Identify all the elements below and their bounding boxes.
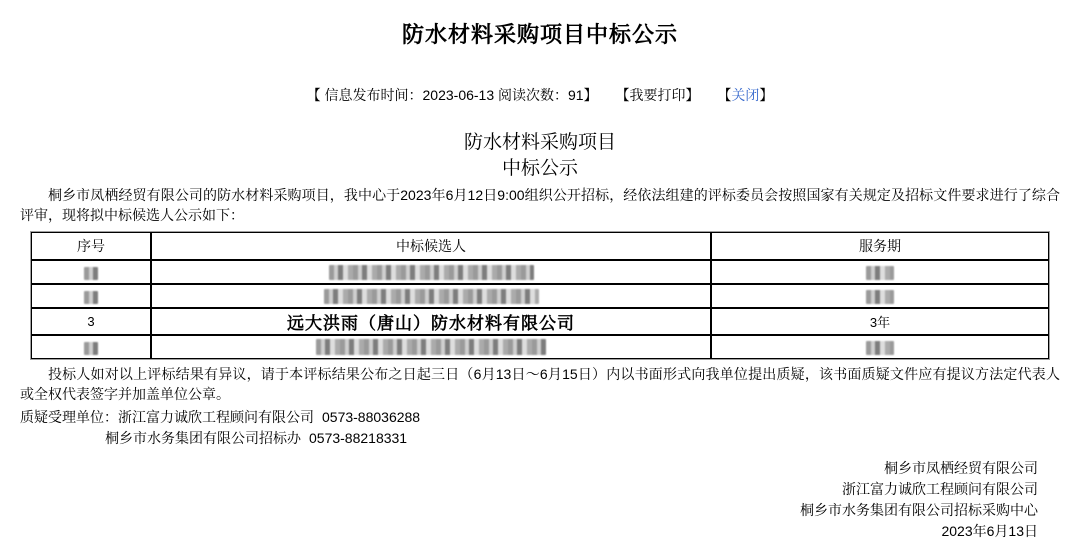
period-cell [711,335,1049,359]
col-header-service-period: 服务期 [711,232,1049,260]
table-row-winner [31,308,1049,335]
signature-org-1: 桐乡市凤栖经贸有限公司 [884,460,1038,476]
signature-date: 2023年6月13日 [941,523,1038,539]
col-header-candidate: 中标候选人 [151,232,711,260]
redacted-candidate [324,289,539,304]
candidate-cell [151,260,711,284]
intro-paragraph: 桐乡市凤栖经贸有限公司的防水材料采购项目，我中心于2023年6月12日9:00组织公开招标，经依法组建的评标委员会按照国家有关规定及招标文件要求进行了综合评审，现将拟中标候选人公示如下： [20,187,1060,223]
signature-org-2: 浙江富力诚欣工程顾问有限公司 [842,481,1038,497]
document-title-line1: 防水材料采购项目 [463,132,616,153]
objection-paragraph: 投标人如对以上评标结果有异议，请于本评标结果公布之日起三日（6月13日～6月15日）内以书面形式向我单位提出质疑，该书面质疑文件应有提议方法定代表人或全权代表签字并加盖单位公章。 [20,366,1060,402]
contact-label: 质疑受理单位： [20,409,118,425]
redacted-serial [84,267,98,280]
col-header-serial: 序号 [31,232,151,260]
close-button[interactable]: 关闭 [731,87,760,103]
redacted-period [866,290,894,304]
period-cell [711,284,1049,308]
candidate-cell [151,335,711,359]
redacted-candidate [329,265,534,280]
serial-cell: 3 [31,308,151,335]
print-button[interactable]: 【我要打印】 [615,87,700,103]
signature-block [0,458,1038,542]
bid-candidates-table [30,231,1050,360]
redacted-serial [84,291,98,304]
publish-info: 【 信息发布时间：2023-06-13 阅读次数：91】 [306,87,598,103]
contact-line-1 [20,408,1080,427]
close-bracket-right: 】 [759,87,774,103]
table-row-redacted-1 [31,260,1049,284]
table-row-redacted-2 [31,284,1049,308]
serial-cell [31,260,151,284]
info-bar [0,85,1080,105]
document-title-line2: 中标公示 [501,158,578,179]
serial-cell [31,284,151,308]
redacted-candidate [316,339,546,355]
redacted-period [866,341,894,355]
contact-org-2: 桐乡市水务集团有限公司招标办 [105,430,301,446]
table-header-row [31,232,1049,260]
contact-phone-2: 0573-88218331 [309,430,408,446]
redacted-period [866,266,894,280]
contact-org-1: 浙江富力诚欣工程顾问有限公司 [118,409,314,425]
redacted-serial [84,342,98,355]
contact-line-2 [105,429,1080,448]
period-cell: 3年 [711,308,1049,335]
table-row-redacted-4 [31,335,1049,359]
signature-org-3: 桐乡市水务集团有限公司招标采购中心 [800,502,1038,518]
contact-phone-1: 0573-88036288 [322,409,421,425]
period-cell [711,260,1049,284]
serial-cell [31,335,151,359]
candidate-cell: 远大洪雨（唐山）防水材料有限公司 [151,308,711,335]
close-button-wrap [717,87,773,103]
close-bracket-left: 【 [717,87,732,103]
page-title: 防水材料采购项目中标公示 [401,22,678,47]
candidate-cell [151,284,711,308]
